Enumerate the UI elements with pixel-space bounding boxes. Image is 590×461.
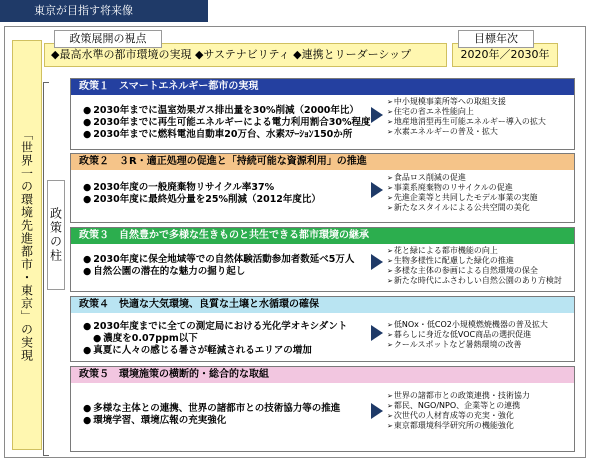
policy-2-box [70,153,575,223]
arrow-icon [371,325,383,341]
policy-1-measure: ➢ 水素エネルギーの普及・拡大 [387,127,546,137]
policy-5-measure: ➢ 世界の諸都市との政策連携・技術協力 [387,391,530,401]
policy-1-title: 政策１ スマートエネルギー都市の実現 [71,79,574,95]
policy-3-box [70,227,575,292]
policy-2-goal: ● 2030年度の一般廃棄物リサイクル率37% [83,182,321,194]
policy-2-measure: ➢ 新たなスタイルによる公共空間の美化 [387,203,537,213]
policy-1-goal: ● 2030年までに再生可能エネルギーによる電力利用割合30%程度 [83,117,370,129]
policy-2-title: 政策２ ３R・適正処理の促進と「持続可能な資源利用」の推進 [71,154,574,170]
policy-2-goals [83,182,321,206]
arrow-icon [371,107,383,123]
policy-2-measure: ➢ 事業系廃棄物のリサイクルの促進 [387,183,537,193]
policy-3-measures [387,246,562,286]
arrow-icon [371,403,383,419]
policy-4-measures [387,320,548,350]
policy-5-goals [83,403,340,427]
vision-text: 「世界一の環境先進都市・東京」の実現 [19,128,34,362]
policy-3-title: 政策３ 自然豊かで多様な生きものと共生できる都市環境の継承 [71,228,574,244]
policy-4-goal: ● 真夏に人々の感じる暑さが軽減されるエリアの増加 [83,345,347,357]
arrow-icon [371,254,383,270]
policy-5-title: 政策５ 環境施策の横断的・総合的な取組 [71,367,574,383]
perspective-content: ◆最高水準の都市環境の実現 ◆サステナビリティ ◆連携とリーダーシップ [44,43,447,67]
policy-5-goal: ● 環境学習、環境広報の充実強化 [83,415,340,427]
policy-5-measure: ➢ 次世代の人材育成等の充実・強化 [387,411,530,421]
policy-4-measure: ➢ 暮らしに身近な低VOC商品の選択促進 [387,330,548,340]
policy-3-goals [83,254,354,278]
policy-2-measure: ➢ 先進企業等と共同したモデル事業の実施 [387,193,537,203]
pillar-label: 政策の柱 [47,180,65,290]
policy-3-goal: ● 2030年度に保全地域等での自然体験活動参加者数延べ5万人 [83,254,354,266]
policy-3-goal: ● 自然公園の潜在的な魅力の掘り起し [83,266,354,278]
policy-1-measure: ➢ 住宅の省エネ性能向上 [387,107,546,117]
policy-4-box [70,296,575,362]
policy-3-measure: ➢ 多様な主体の参画による自然環境の保全 [387,266,562,276]
policy-2-measures [387,173,537,213]
vision-bar [12,40,42,450]
policy-1-goal: ● 2030年までに温室効果ガス排出量を30%削減（2000年比） [83,105,370,117]
policy-3-measure: ➢ 生物多様性に配慮した緑化の推進 [387,256,562,266]
policy-4-goal-cont: ● 濃度を0.07ppm以下 [83,333,347,345]
policy-4-title: 政策４ 快適な大気環境、良質な土壌と水循環の確保 [71,297,574,313]
perspective-label: 政策展開の視点 [54,30,162,48]
page-title: 東京が目指す将来像 [0,0,208,22]
policy-1-measure: ➢ 地産地消型再生可能エネルギー導入の拡大 [387,117,546,127]
policy-3-measure: ➢ 花と緑による都市機能の向上 [387,246,562,256]
policy-5-goal: ● 多様な主体との連携、世界の諸都市との技術協力等の推進 [83,403,340,415]
policy-1-box [70,78,575,150]
policy-4-goals [83,321,347,357]
policy-1-goal: ● 2030年までに燃料電池自動車20万台、水素ｽﾃｰｼｮﾝ150か所 [83,129,370,141]
policy-5-box [70,366,575,452]
target-year-label: 目標年次 [458,30,534,48]
policy-1-measures [387,97,546,137]
policy-5-measure: ➢ 都民、NGO/NPO、企業等との連携 [387,401,530,411]
target-year-content: 2020年／2030年 [452,43,558,67]
policy-2-measure: ➢ 食品ロス削減の促進 [387,173,537,183]
policy-4-goal: ● 2030年度までに全ての測定局における光化学オキシダント [83,321,347,333]
policy-1-measure: ➢ 中小規模事業所等への取組支援 [387,97,546,107]
policy-4-measure: ➢ クールスポットなど暑熱環境の改善 [387,340,548,350]
policy-5-measure: ➢ 東京都環境科学研究所の機能強化 [387,421,530,431]
policy-5-measures [387,391,530,431]
policy-4-measure: ➢ 低NOx・低CO2小規模燃焼機器の普及拡大 [387,320,548,330]
policy-1-goals [83,105,370,141]
arrow-icon [371,182,383,198]
policy-2-goal: ● 2030年度に最終処分量を25%削減（2012年度比） [83,194,321,206]
policy-3-measure: ➢ 新たな時代にふさわしい自然公園のあり方検討 [387,276,562,286]
